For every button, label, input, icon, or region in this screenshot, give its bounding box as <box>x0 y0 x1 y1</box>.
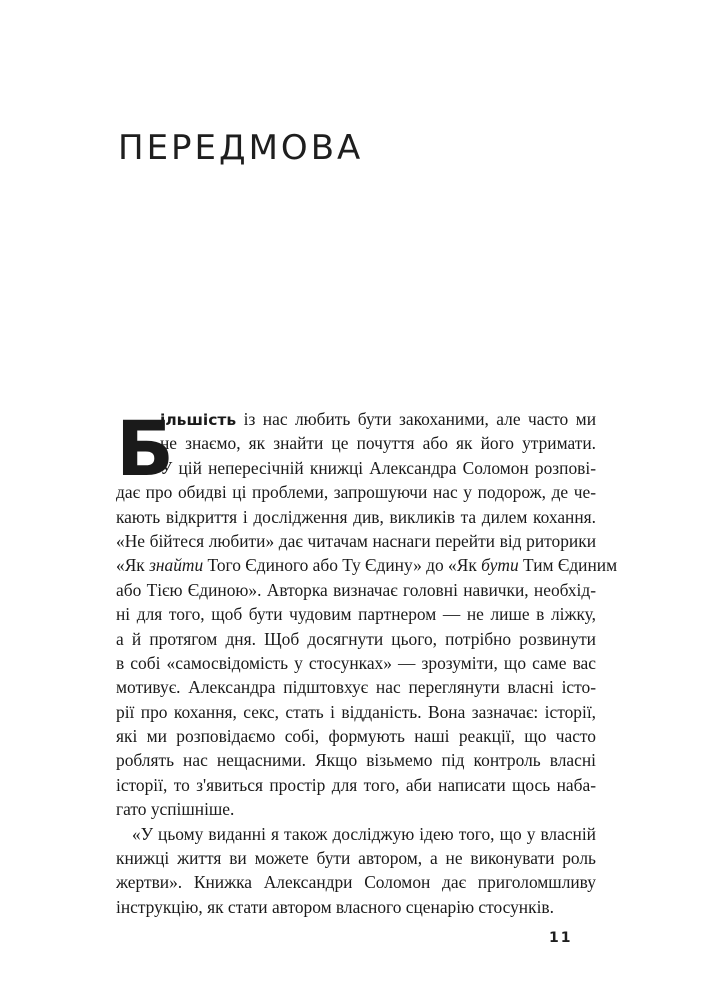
text-line: жертви». Книжка Александри Соломон дає приголомшливу <box>116 872 596 893</box>
text-line: або Тією Єдиною». Авторка визначає головні навички, необхід- <box>116 579 596 600</box>
text-line: кають відкриття і дослідження див, викликів та дилем кохання. <box>116 506 596 527</box>
text-span: із нас любить бути закоханими, але часто ми <box>236 409 596 429</box>
text-line: книжці життя ви можете бути автором, а не виконувати роль <box>116 848 596 869</box>
text-span: Того Єдиного або Ту Єдину» до «Як <box>203 555 482 576</box>
body-text <box>116 404 618 919</box>
italic-text: знайти <box>149 555 204 576</box>
text-line: в собі «самосвідомість у стосунках» — зрозуміти, що саме вас <box>116 652 596 673</box>
text-line: ні для того, щоб бути чудовим партнером — не лише в ліжку, <box>116 604 596 625</box>
text-line: дає про обидві ці проблеми, запрошуючи нас у подорож, де че- <box>116 482 596 503</box>
text-line: рії про кохання, секс, стать і відданість. Вона зазначає: історії, <box>116 701 596 722</box>
text-line: історії, то з'явиться простір для того, аби написати щось наба- <box>116 774 596 795</box>
text-line: «У цьому виданні я також досліджую ідею того, що у власній <box>132 823 596 844</box>
text-line: а й протягом дня. Щоб досягнути цього, потрібно розвинути <box>116 628 596 649</box>
text-line: інструкцію, як стати автором власного сценарію стосунків. <box>116 896 554 917</box>
text-line: «Не бійтеся любити» дає читачам наснаги перейти від риторики <box>116 530 596 551</box>
text-line <box>116 407 596 431</box>
text-line: гато успішніше. <box>116 799 235 820</box>
lead-word: ільшість <box>160 411 237 429</box>
text-line <box>116 553 618 577</box>
page-number: 11 <box>549 930 573 946</box>
text-line: мотивує. Александра підштовхує нас переглянути власні істо- <box>116 677 596 698</box>
text-line: які ми розповідаємо собі, формують наші реакції, що часто <box>116 726 596 747</box>
chapter-heading: ПЕРЕДМОВА <box>118 128 364 168</box>
text-line: не знаємо, як знайти це почуття або як його утримати. <box>160 433 596 454</box>
text-line: роблять нас нещасними. Якщо візьмемо під контроль власні <box>116 750 596 771</box>
text-span: Тим Єдиним <box>518 555 618 576</box>
drop-cap: Б <box>116 404 174 493</box>
text-line: У цій непересічній книжці Александра Соломон розпові- <box>160 457 596 478</box>
italic-text: бути <box>481 555 519 576</box>
text-span: «Як <box>116 555 150 576</box>
